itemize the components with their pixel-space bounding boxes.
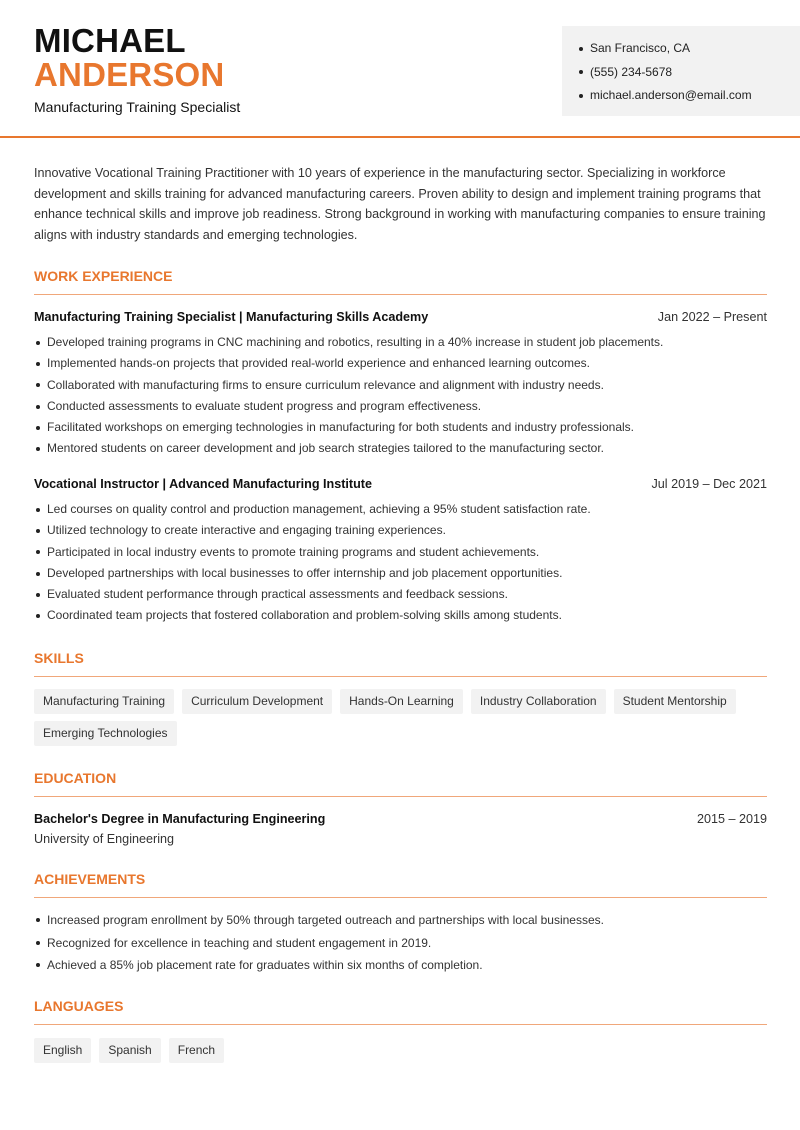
candidate-name [34, 24, 224, 92]
job-dates: Jul 2019 – Dec 2021 [651, 477, 767, 491]
education-dates: 2015 – 2019 [696, 812, 767, 826]
list-item: Participated in local industry events to promote training programs and student achievements. [34, 542, 769, 563]
bullet-icon [36, 593, 40, 597]
skill-tag: Student Mentorship [614, 689, 736, 714]
professional-summary: Innovative Vocational Training Practitioner with 10 years of experience in the manufacturing sector. Specializing in workforce development and skills training for advanced manufacturing careers. Proven ability to design and implement training programs that enhance technical skills and improve job readiness. Strong background in working with manufacturing companies to ensure training aligns with industry standards and emerging technologies. [34, 166, 766, 243]
list-item: Recognized for excellence in teaching and student engagement in 2019. [34, 932, 769, 955]
list-item: Developed partnerships with local businesses to offer internship and job placement opportunities. [34, 563, 769, 584]
list-item: Conducted assessments to evaluate student progress and program effectiveness. [34, 396, 769, 417]
skills-tags [34, 689, 774, 746]
education-header [34, 812, 767, 826]
section-title-education: EDUCATION [34, 770, 767, 797]
achievements-list [34, 909, 769, 977]
list-item: Facilitated workshops on emerging technologies in manufacturing for both students and industry professionals. [34, 417, 769, 438]
resume-header [0, 0, 800, 138]
bullet-icon [36, 572, 40, 576]
section-title-skills: SKILLS [34, 650, 767, 677]
bullet-icon [36, 529, 40, 533]
section-title-work-experience: WORK EXPERIENCE [34, 268, 767, 295]
job-bullets [34, 499, 769, 627]
list-item: Increased program enrollment by 50% through targeted outreach and partnerships with local businesses. [34, 909, 769, 932]
bullet-icon [579, 47, 583, 51]
school-name: University of Engineering [34, 832, 175, 846]
language-tag: French [169, 1038, 224, 1063]
bullet-icon [36, 447, 40, 451]
list-item: Achieved a 85% job placement rate for graduates within six months of completion. [34, 954, 769, 977]
contact-box [562, 26, 800, 116]
job-title: Manufacturing Training Specialist [34, 99, 241, 115]
list-item: Coordinated team projects that fostered collaboration and problem-solving skills among students. [34, 605, 769, 626]
bullet-icon [36, 963, 40, 967]
job-role: Vocational Instructor | Advanced Manufacturing Institute [34, 477, 372, 491]
list-item: Evaluated student performance through practical assessments and feedback sessions. [34, 584, 769, 605]
bullet-icon [36, 405, 40, 409]
skill-tag: Industry Collaboration [471, 689, 606, 714]
job-header [34, 310, 767, 324]
section-title-achievements: ACHIEVEMENTS [34, 871, 767, 898]
bullet-icon [36, 508, 40, 512]
bullet-icon [36, 550, 40, 554]
contact-phone: (555) 234-5678 [579, 61, 800, 85]
bullet-icon [36, 614, 40, 618]
bullet-icon [36, 383, 40, 387]
contact-email: michael.anderson@email.com [579, 84, 800, 108]
section-title-languages: LANGUAGES [34, 998, 767, 1025]
skill-tag: Emerging Technologies [34, 721, 177, 746]
bullet-icon [36, 941, 40, 945]
bullet-icon [579, 94, 583, 98]
list-item: Implemented hands-on projects that provided real-world experience and enhanced learning outcomes. [34, 353, 769, 374]
first-name: MICHAEL [34, 22, 186, 59]
last-name: ANDERSON [34, 56, 225, 93]
bullet-icon [36, 918, 40, 922]
job-bullets [34, 332, 769, 460]
language-tag: Spanish [99, 1038, 160, 1063]
job-role: Manufacturing Training Specialist | Manufacturing Skills Academy [34, 310, 429, 324]
degree: Bachelor's Degree in Manufacturing Engineering [34, 812, 326, 826]
job-dates: Jan 2022 – Present [657, 310, 767, 324]
bullet-icon [36, 426, 40, 430]
list-item: Utilized technology to create interactive and engaging training experiences. [34, 520, 769, 541]
bullet-icon [579, 70, 583, 74]
list-item: Led courses on quality control and production management, achieving a 95% student satisfaction rate. [34, 499, 769, 520]
language-tag: English [34, 1038, 91, 1063]
contact-location: San Francisco, CA [579, 37, 800, 61]
skill-tag: Curriculum Development [182, 689, 332, 714]
bullet-icon [36, 362, 40, 366]
skill-tag: Hands-On Learning [340, 689, 463, 714]
bullet-icon [36, 341, 40, 345]
list-item: Developed training programs in CNC machining and robotics, resulting in a 40% increase in student job placements. [34, 332, 769, 353]
list-item: Collaborated with manufacturing firms to ensure curriculum relevance and alignment with industry needs. [34, 375, 769, 396]
language-tags [34, 1038, 774, 1063]
skill-tag: Manufacturing Training [34, 689, 174, 714]
list-item: Mentored students on career development and job search strategies tailored to the manufacturing sector. [34, 438, 769, 459]
job-header [34, 477, 767, 491]
